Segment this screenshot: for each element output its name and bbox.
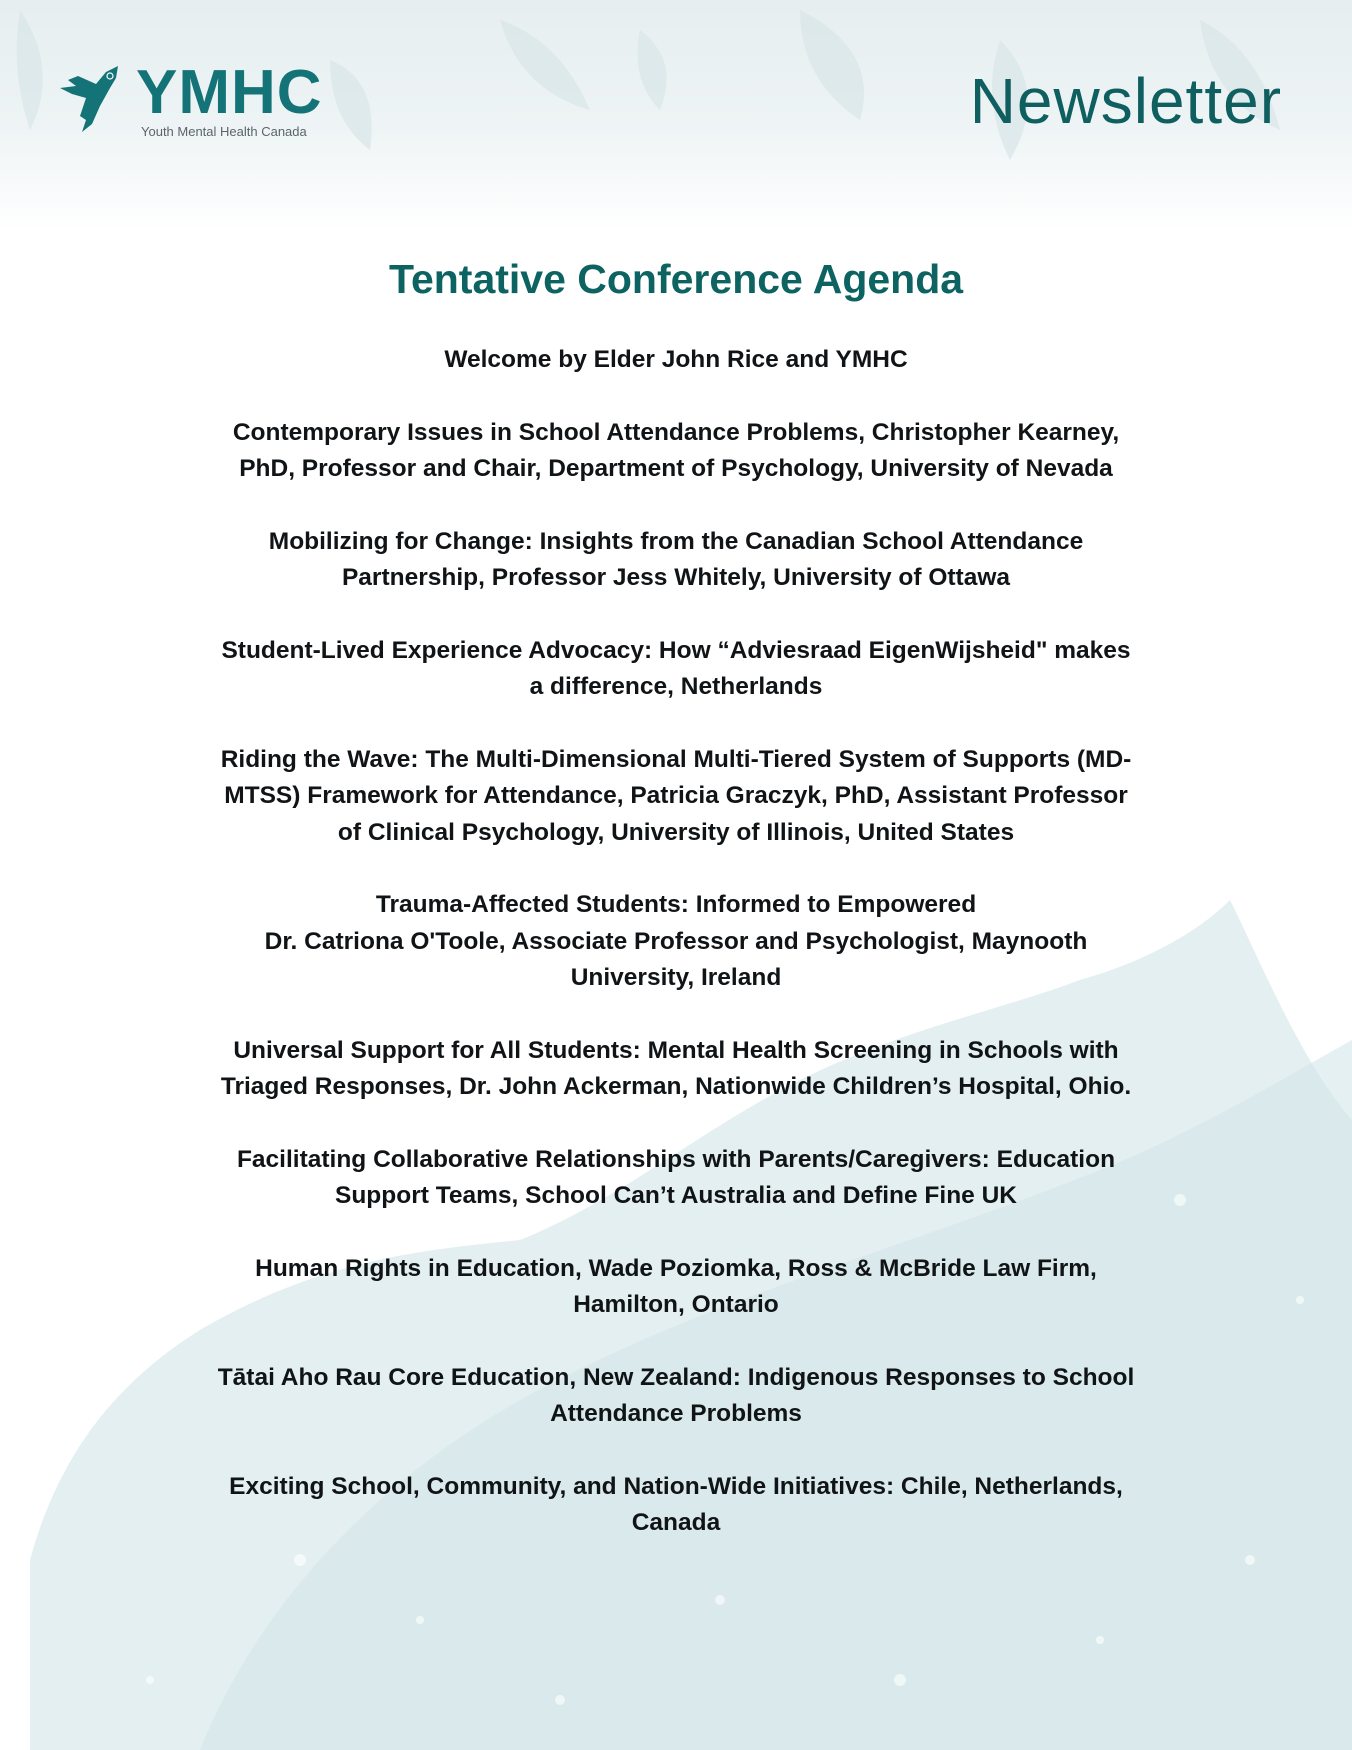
agenda-item-line: Exciting School, Community, and Nation-Wide Initiatives: Chile, Netherlands, [229, 1472, 1123, 1500]
agenda-item [120, 1251, 1232, 1324]
agenda-item-line: Hamilton, Ontario [573, 1291, 779, 1318]
agenda-item-line: Riding the Wave: The Multi-Dimensional Multi-Tiered System of Supports (MD- [220, 745, 1132, 773]
agenda-item [120, 1033, 1232, 1106]
agenda-item-line: Partnership, Professor Jess Whitely, University of Ottawa [341, 564, 1011, 591]
agenda-item-line: Student-Lived Experience Advocacy: How “Adviesraad EigenWijsheid" makes [221, 636, 1131, 664]
agenda-item-line: Canada [631, 1509, 721, 1536]
agenda-item-line: Contemporary Issues in School Attendance Problems, Christopher Kearney, [232, 418, 1120, 446]
agenda-item-line: Attendance Problems [550, 1400, 802, 1427]
agenda-item-line: University, Ireland [570, 964, 782, 991]
agenda-item-line: Universal Support for All Students: Mental Health Screening in Schools with [233, 1036, 1119, 1064]
logo-subtitle: Youth Mental Health Canada [141, 124, 307, 139]
agenda-item-line: PhD, Professor and Chair, Department of Psychology, University of Nevada [239, 455, 1113, 482]
agenda-item-line: MTSS) Framework for Attendance, Patricia Graczyk, PhD, Assistant Professor [224, 782, 1128, 809]
agenda-item [120, 1360, 1232, 1433]
agenda-item-line: Welcome by Elder John Rice and YMHC [444, 346, 908, 373]
agenda-item-line: Tātai Aho Rau Core Education, New Zealand: Indigenous Responses to School [217, 1363, 1135, 1391]
agenda-item [120, 887, 1232, 997]
agenda-item [120, 742, 1232, 852]
agenda-item-line: a difference, Netherlands [529, 673, 823, 700]
agenda-item-line: Triaged Responses, Dr. John Ackerman, Nationwide Children’s Hospital, Ohio. [220, 1073, 1132, 1100]
newsletter-heading: Newsletter [969, 65, 1282, 137]
agenda-item-line: Mobilizing for Change: Insights from the Canadian School Attendance [268, 527, 1084, 555]
agenda-item-line: of Clinical Psychology, University of Illinois, United States [337, 818, 1015, 846]
agenda-item [120, 342, 1232, 379]
agenda-item-line: Dr. Catriona O'Toole, Associate Professor and Psychologist, Maynooth [264, 927, 1088, 955]
agenda-item [120, 524, 1232, 597]
agenda-item-line: Support Teams, School Can’t Australia and Define Fine UK [334, 1182, 1017, 1209]
agenda-item [120, 1469, 1232, 1542]
agenda-item [120, 633, 1232, 706]
page-title: Tentative Conference Agenda [388, 256, 964, 302]
logo-wordmark: YMHC [136, 58, 323, 127]
bird-icon [56, 58, 136, 138]
agenda-item-line: Facilitating Collaborative Relationships with Parents/Caregivers: Education [236, 1145, 1116, 1173]
ymhc-logo [56, 58, 356, 148]
agenda-item-line: Trauma-Affected Students: Informed to Empowered [375, 891, 977, 918]
agenda-item [120, 1142, 1232, 1215]
agenda-item-line: Human Rights in Education, Wade Poziomka, Ross & McBride Law Firm, [255, 1254, 1097, 1282]
agenda-item [120, 415, 1232, 488]
agenda-section [120, 250, 1232, 1578]
